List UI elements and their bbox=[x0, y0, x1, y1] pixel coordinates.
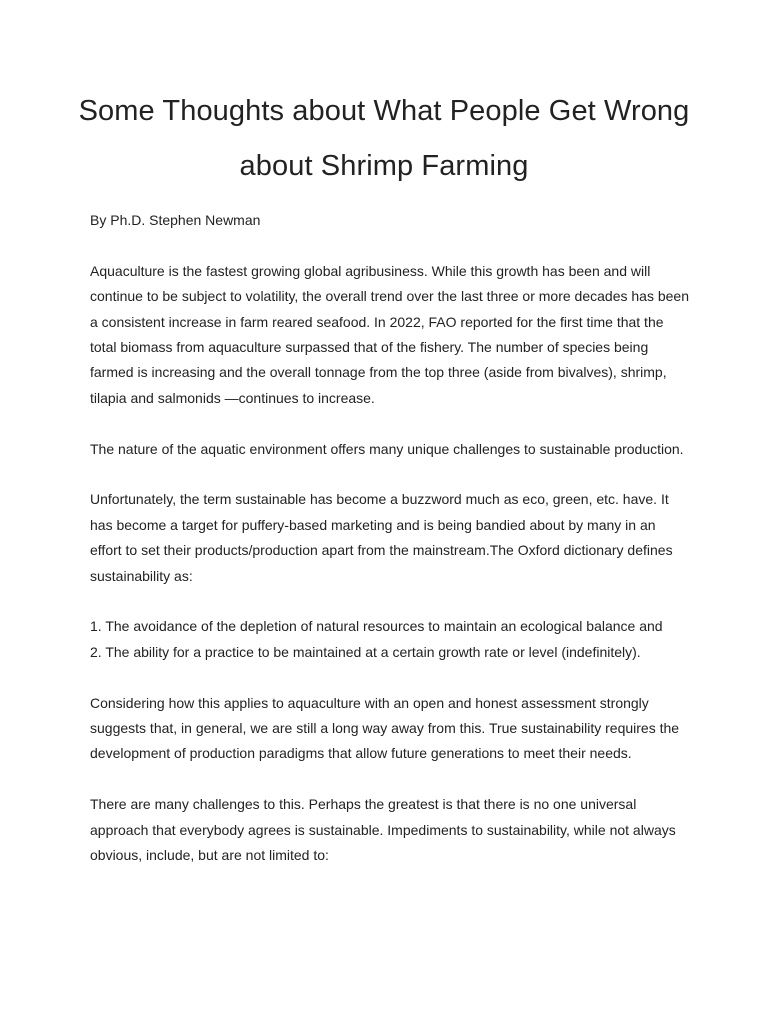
paragraph-buzzword: Unfortunately, the term sustainable has become a buzzword much as eco, green, etc. have. It has become a target for puffery-based marketing and is being bandied about by many in an effort to set their products/production apart from the mainstream.The Oxford dictionary defines sustainability as: bbox=[90, 491, 673, 584]
paragraph-spacer bbox=[90, 462, 690, 487]
paragraph-intro: Aquaculture is the fastest growing global agribusiness. While this growth has been and will continue to be subject to volatility, the overall trend over the last three or more decades has been a consistent increase in farm reared seafood. In 2022, FAO reported for the first time that the total biomass from aquaculture surpassed that of the fishery. The number of species being farmed is increasing and the overall tonnage from the top three (aside from bivalves), shrimp, tilapia and salmonids —continues to increase. bbox=[90, 262, 689, 406]
document-body bbox=[90, 208, 690, 868]
paragraph-spacer bbox=[90, 411, 690, 436]
paragraph-impediments: There are many challenges to this. Perhaps the greatest is that there is no one universal approach that everybody agrees is sustainable. Impediments to sustainability, while not always obvious, include, but are not limited to: bbox=[90, 796, 676, 864]
byline: By Ph.D. Stephen Newman bbox=[90, 212, 261, 228]
paragraph-spacer bbox=[90, 767, 690, 792]
definition-list bbox=[90, 614, 690, 665]
paragraph-spacer bbox=[90, 665, 690, 690]
paragraph-spacer bbox=[90, 589, 690, 614]
paragraph-aquatic-challenges: The nature of the aquatic environment offers many unique challenges to sustainable production. bbox=[90, 440, 684, 457]
document-title: Some Thoughts about What People Get Wrong about Shrimp Farming bbox=[78, 95, 690, 182]
definition-item-1: 1. The avoidance of the depletion of natural resources to maintain an ecological balance and bbox=[90, 618, 663, 635]
paragraph-spacer bbox=[90, 233, 690, 258]
definition-item-2: 2. The ability for a practice to be maintained at a certain growth rate or level (indefinitely). bbox=[90, 643, 641, 660]
paragraph-assessment: Considering how this applies to aquaculture with an open and honest assessment strongly suggests that, in general, we are still a long way away from this. True sustainability requires the development of production paradigms that allow future generations to meet their needs. bbox=[90, 694, 680, 762]
